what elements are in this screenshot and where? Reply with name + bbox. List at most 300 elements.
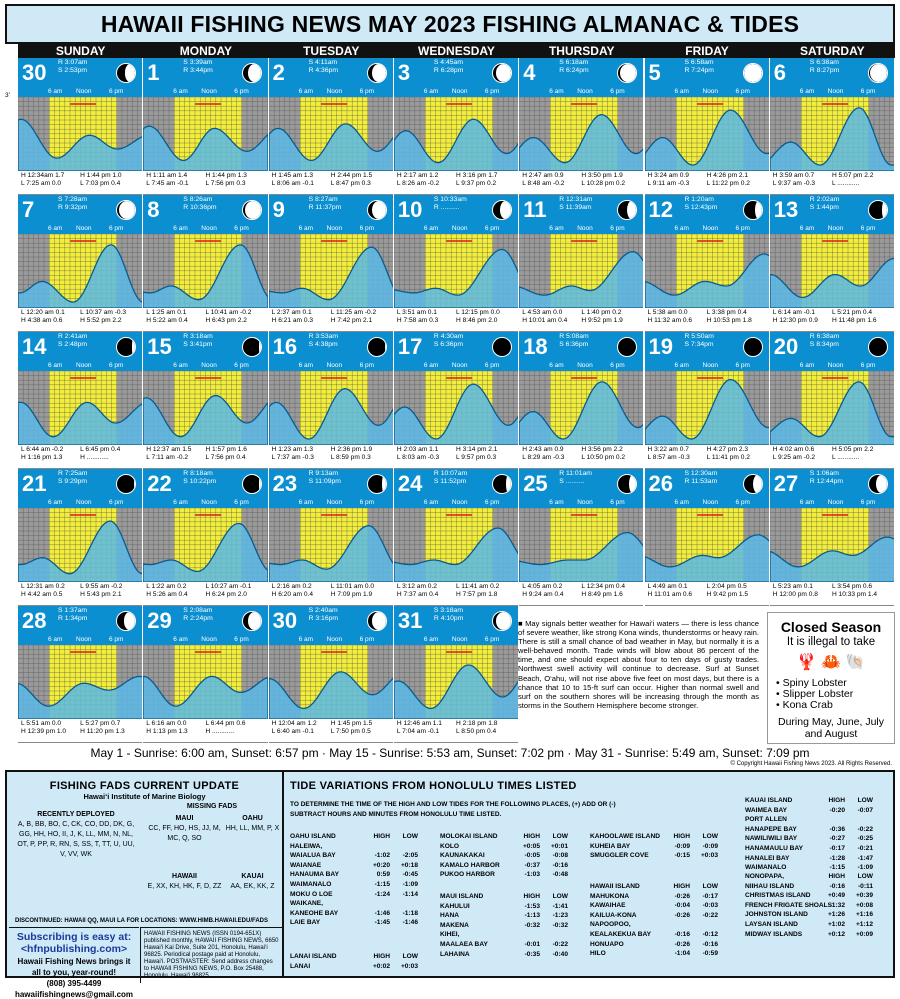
time-6am: 6 am: [549, 88, 564, 95]
low-offset: +0:03: [700, 852, 718, 860]
time-6am: 6 am: [549, 499, 564, 506]
day-number: 20: [773, 334, 799, 359]
location-name: JOHNSTON ISLAND: [745, 911, 808, 919]
time-6pm: 6 pm: [610, 88, 625, 95]
tide-variation-row: [440, 902, 568, 912]
island-name: NONOPAPA,: [745, 873, 784, 880]
time-6am: 6 am: [423, 362, 439, 369]
time-6am: 6 am: [298, 362, 314, 369]
moon-phase-icon: [868, 474, 888, 494]
tide-table: [770, 308, 894, 332]
tide-entry: L 9:37 pm 0.2: [456, 180, 497, 187]
tide-entry: H 7:42 pm 2.1: [330, 317, 373, 324]
moon-times: [559, 59, 588, 75]
low-label: LOW: [552, 833, 568, 840]
moon-set: R 7:24pm: [684, 67, 714, 74]
low-offset: +0:08: [855, 901, 873, 909]
tide-variation-row: [290, 962, 418, 972]
tide-chart: [519, 371, 644, 445]
tide-chart: [770, 508, 895, 582]
day-header: [143, 469, 267, 508]
fads-hawaii-list: E, XX, KH, HK, F, D, ZZ: [147, 883, 222, 890]
moon-rise: R 7:25am: [58, 470, 88, 477]
high-offset: [358, 899, 390, 909]
day-header: [269, 332, 393, 371]
tide-entry: L 7:37 am -0.3: [271, 454, 314, 461]
moon-times: [309, 470, 341, 486]
tide-entry: H 11:32 am 0.6: [647, 317, 693, 324]
day-header: [645, 195, 769, 234]
time-6pm: 6 pm: [860, 88, 876, 95]
moon-lit: [134, 475, 135, 493]
moon-phase-icon: [242, 611, 262, 631]
island-kahoolawe: [590, 832, 718, 861]
moon-phase-icon: [367, 337, 387, 357]
tide-entry: L 1:22 am 0.2: [146, 583, 187, 590]
moon-times: [183, 333, 212, 349]
tide-chart: [770, 97, 895, 171]
high-offset: -1:13: [524, 912, 540, 920]
moon-phase-icon: [367, 200, 387, 220]
low-label: LOW: [857, 873, 873, 880]
moon-phase-icon: [743, 200, 763, 220]
tide-entry: L 11:01 am 0.0: [330, 583, 375, 590]
moon-times: [183, 470, 216, 486]
time-noon: Noon: [451, 225, 468, 232]
tide-entry: H 8:46 pm 2.0: [456, 317, 498, 324]
high-offset: -1:53: [524, 902, 540, 910]
moon-times: [434, 470, 467, 486]
calendar-day: [18, 58, 143, 195]
tide-entry: L ............: [831, 180, 860, 187]
tide-entry: H 3:14 pm 2.1: [456, 446, 498, 453]
moon-lit: [248, 64, 261, 82]
location-name: KAUNAKAKAI: [440, 852, 485, 860]
tide-entry: H 7:37 am 0.4: [396, 591, 439, 598]
tide-entry: H 10:01 am 0.4: [522, 317, 568, 324]
tide-entry: H 4:38 am 0.6: [21, 317, 63, 324]
moon-set: R 6:28pm: [433, 67, 464, 74]
time-6pm: 6 pm: [610, 362, 625, 369]
tide-entry: H 1:13 pm 1.3: [146, 728, 188, 735]
tide-entry: L 6:44 pm 0.6: [205, 720, 246, 727]
day-header: [519, 469, 643, 508]
tide-table: [18, 445, 142, 469]
tide-entry: H 4:02 am 0.6: [772, 446, 815, 453]
high-label: HIGH: [828, 797, 845, 804]
moon-times: [309, 333, 338, 349]
moon-phase-icon: [743, 474, 763, 494]
subscribe-text: Subscribing is easy at:: [16, 931, 132, 943]
high-label: HIGH: [523, 893, 540, 900]
tide-entry: L 8:59 pm 0.3: [330, 454, 371, 461]
calendar-day: [143, 332, 268, 469]
time-6am: 6 am: [173, 88, 188, 95]
moon-rise: R 1:20am: [684, 196, 714, 203]
time-noon: Noon: [827, 499, 844, 506]
calendar-day: [645, 58, 770, 195]
high-offset: -0:04: [674, 902, 690, 910]
almanac-title: HAWAII FISHING NEWS MAY 2023 FISHING ALMANAC & TIDES: [5, 4, 895, 44]
tide-entry: L 8:47 pm 0.3: [330, 180, 371, 187]
high-offset: [358, 842, 390, 852]
tide-entry: L 8:03 am -0.3: [396, 454, 440, 461]
tide-entry: L 7:03 pm 0.4: [80, 180, 121, 187]
calendar-day: [143, 606, 268, 743]
tide-table: [18, 719, 142, 743]
day-number: 19: [648, 334, 673, 359]
calendar-day: [269, 606, 394, 743]
high-offset: -0:15: [674, 852, 690, 860]
tide-entry: H 5:07 pm 2.2: [831, 172, 874, 179]
tide-entry: H 2:44 pm 1.5: [330, 172, 373, 179]
time-noon: Noon: [326, 88, 343, 95]
high-label: HIGH: [373, 953, 390, 960]
fads-missing-heading: MISSING FADS: [186, 803, 238, 810]
day-number: 12: [648, 197, 673, 222]
location-name: KEALAKEKUA BAY: [590, 930, 652, 938]
high-offset: [658, 920, 690, 930]
moon-set: R 6:24pm: [559, 67, 589, 74]
tide-entry: H 2:18 pm 1.8: [456, 720, 498, 727]
tide-entry: H 12:34am 1.7: [21, 172, 65, 179]
location-name: KAHULUI: [440, 902, 470, 910]
copyright: © Copyright Hawaii Fishing News 2023. All Rights Reserved.: [730, 761, 892, 767]
time-noon: Noon: [201, 499, 217, 506]
tide-entry: L 7:56 pm 0.4: [205, 454, 246, 461]
tide-table: [143, 308, 267, 332]
fads-oahu-list: HH, LL, MM, P, X: [225, 825, 280, 832]
high-offset: -0:37: [524, 861, 540, 869]
moon-lit: [753, 475, 762, 493]
time-6am: 6 am: [298, 636, 314, 643]
calendar-day: [18, 606, 143, 743]
moon-rise: S 2:40am: [308, 607, 338, 614]
time-6am: 6 am: [298, 225, 314, 232]
time-noon: Noon: [827, 225, 844, 232]
fads-maui-heading: MAUI: [175, 815, 194, 822]
fads-title: FISHING FADS CURRENT UPDATE: [49, 780, 240, 792]
time-noon: Noon: [201, 636, 217, 643]
low-offset: [390, 899, 418, 909]
moon-phase-icon: [492, 611, 512, 631]
weekday-header: [18, 44, 895, 58]
time-6am: 6 am: [799, 362, 815, 369]
fads-hawaii-heading: HAWAII: [172, 873, 197, 880]
day-header: [269, 606, 393, 645]
tide-entry: L 10:28 pm 0.2: [581, 180, 626, 187]
moon-set: S 11:39am: [559, 204, 592, 211]
tide-entry: L 9:57 pm 0.3: [456, 454, 497, 461]
moon-lit: [496, 64, 511, 82]
location-name: PUKOO HARBOR: [440, 871, 495, 879]
time-6am: 6 am: [48, 499, 63, 506]
tide-table: [18, 308, 142, 332]
time-noon: Noon: [827, 88, 844, 95]
time-6am: 6 am: [799, 88, 815, 95]
moon-set: S ..........: [559, 478, 585, 485]
low-offset: [845, 815, 873, 825]
low-offset: -0:03: [702, 902, 718, 910]
publication-notice: HAWAII FISHING NEWS (ISSN 0194-651X) published monthly, HAWAII FISHING NEWS, 6650 Hawai‘i Kai Drive, Suite 201, Honolulu, Hawai‘i 96825. Periodical postage paid at Honolulu, Hawai‘i. POSTMASTER: Send address changes to HAWAII FISHING NEWS, P.O. Box 25488, Honolulu, Hawai‘i 96825.: [140, 927, 282, 983]
day-header: [519, 332, 643, 371]
tide-entry: L 5:27 pm 0.7: [80, 720, 121, 727]
tide-entry: L 8:50 pm 0.4: [456, 728, 497, 735]
tide-entry: L 8:26 am -0.2: [396, 180, 440, 187]
high-offset: -0:35: [524, 950, 540, 958]
day-header: [18, 469, 142, 508]
time-noon: Noon: [577, 225, 593, 232]
time-noon: Noon: [201, 362, 217, 369]
time-6pm: 6 pm: [359, 636, 375, 643]
moon-times: [58, 333, 87, 349]
moon-lit: [876, 475, 887, 493]
tide-entry: H 12:30 pm 0.9: [772, 317, 818, 324]
calendar-day: [269, 195, 394, 332]
location-name: HANAPEPE BAY: [745, 825, 797, 833]
time-6pm: 6 pm: [234, 499, 249, 506]
moon-set: S 6:36pm: [559, 341, 589, 348]
low-offset: -0:48: [552, 871, 568, 879]
time-6am: 6 am: [48, 225, 63, 232]
moon-set: R 8:27pm: [809, 67, 840, 74]
moon-lit: [119, 201, 135, 219]
tide-entry: H 9:24 am 0.4: [522, 591, 564, 598]
day-header: [770, 58, 894, 97]
tide-variation-row: [440, 870, 568, 880]
closed-item: • Spiny Lobster: [776, 677, 847, 689]
tide-variation-row: [745, 930, 873, 940]
location-name: SMUGGLER COVE: [590, 852, 649, 860]
moon-times: [685, 196, 718, 212]
moon-set: S 6:36pm: [433, 341, 463, 348]
tide-variation-row: [290, 880, 418, 890]
moon-phase-icon: [617, 63, 637, 83]
high-offset: -0:32: [524, 921, 540, 929]
high-label: HIGH: [673, 883, 690, 890]
moon-rise: S 3:39am: [183, 59, 213, 66]
tide-entry: L 6:14 am -0.1: [772, 309, 816, 316]
tide-entry: L 12:34 pm 0.4: [581, 583, 626, 590]
high-offset: -1:15: [374, 880, 390, 888]
location-name: PORT ALLEN: [745, 816, 787, 824]
high-offset: -0:26: [674, 911, 690, 919]
moon-phase-icon: [116, 63, 136, 83]
tide-entry: H 2:43 am 0.9: [522, 446, 564, 453]
high-offset: -0:20: [829, 806, 845, 814]
tide-variation-row: [745, 901, 873, 911]
high-offset: +0:05: [522, 842, 540, 850]
high-offset: +0:02: [372, 962, 390, 970]
tide-entry: H 7:57 pm 1.8: [456, 591, 498, 598]
time-6am: 6 am: [298, 88, 314, 95]
tide-entry: H 3:24 am 0.9: [647, 172, 689, 179]
tide-entry: H 3:16 pm 1.7: [456, 172, 498, 179]
tide-entry: L 6:44 am -0.2: [21, 446, 64, 453]
moon-times: [810, 470, 843, 486]
location-name: NAPOOPOO,: [590, 921, 631, 929]
moon-set: S 3:41pm: [183, 341, 213, 348]
moon-times: [434, 333, 463, 349]
island-name: KAUAI ISLAND: [745, 797, 793, 804]
tide-table: [143, 445, 267, 469]
moon-times: [685, 333, 714, 349]
tide-entry: L 4:05 am 0.2: [522, 583, 563, 590]
tide-variation-row: [440, 921, 568, 931]
fads-maui-list: CC, FF, HO, HS, JJ, M, MC, Q, SO: [148, 825, 221, 842]
high-offset: -0:26: [674, 940, 690, 948]
moon-times: [810, 196, 839, 212]
tide-table: [770, 171, 894, 195]
low-offset: [540, 930, 568, 940]
tide-table: [519, 308, 643, 332]
day-number: 22: [147, 471, 172, 496]
tide-entry: L 11:41 am 0.2: [456, 583, 500, 590]
tide-chart: [143, 234, 268, 308]
moon-times: [183, 607, 212, 623]
tide-variation-row: [290, 918, 418, 928]
location-name: HANA: [440, 912, 460, 920]
moon-rise: S 6:38am: [809, 59, 839, 66]
tide-entry: L 5:23 am 0.1: [772, 583, 813, 590]
high-offset: +1:26: [827, 911, 845, 919]
time-6pm: 6 pm: [610, 225, 625, 232]
moon-rise: S 8:27am: [308, 196, 338, 203]
high-offset: -0:27: [829, 835, 845, 843]
time-6pm: 6 pm: [234, 225, 249, 232]
tide-entry: L 1:40 pm 0.2: [581, 309, 622, 316]
tide-table: [519, 171, 643, 195]
time-noon: Noon: [827, 362, 844, 369]
time-6pm: 6 pm: [860, 362, 876, 369]
low-offset: -0:12: [702, 930, 718, 938]
day-number: 25: [523, 471, 548, 496]
day-number: 17: [397, 334, 423, 359]
tide-entry: L 11:41 pm 0.2: [706, 454, 750, 461]
subscribe-link[interactable]: <hfnpublishing.com>: [20, 943, 128, 955]
low-offset: +1:12: [855, 920, 873, 928]
tide-chart: [645, 371, 770, 445]
tide-entry: H 6:24 pm 2.0: [205, 591, 247, 598]
moon-phase-icon: [116, 474, 136, 494]
moon-rise: R 2:02am: [809, 196, 840, 203]
moon-phase-icon: [367, 474, 387, 494]
time-6pm: 6 pm: [109, 636, 124, 643]
time-6pm: 6 pm: [735, 225, 750, 232]
subscribe-email: hawaiifishingnews@gmail.com: [14, 990, 134, 999]
moon-times: [559, 470, 592, 486]
island-kauai: [745, 796, 873, 873]
high-offset: -1:46: [374, 909, 390, 917]
time-6am: 6 am: [423, 636, 439, 643]
time-6pm: 6 pm: [234, 636, 249, 643]
high-offset: -1:32: [829, 901, 845, 909]
tide-entry: L 12:31 am 0.2: [21, 583, 65, 590]
tide-entry: H 3:59 am 0.7: [772, 172, 815, 179]
location-name: WAIMANALO: [745, 864, 787, 872]
moon-lit: [125, 64, 136, 82]
tide-variation-row: [590, 920, 718, 930]
tide-entry: H 1:44 pm 1.0: [80, 172, 122, 179]
tide-entry: H 2:47 am 0.9: [522, 172, 564, 179]
location-name: WAIANAE: [290, 861, 322, 869]
moon-phase-icon: [367, 611, 387, 631]
tide-variation-row: [745, 920, 873, 930]
low-label: LOW: [402, 833, 418, 840]
location-name: KOLO: [440, 842, 460, 850]
calendar-day: [770, 195, 895, 332]
moon-set: R 4:36pm: [308, 67, 339, 74]
fads-kauai-list: AA, EK, KK, Z: [230, 883, 275, 890]
low-label: LOW: [702, 833, 718, 840]
time-6pm: 6 pm: [359, 225, 375, 232]
tide-entry: L 12:15 pm 0.0: [456, 309, 500, 316]
day-header: [645, 469, 769, 508]
day-header: [394, 469, 518, 508]
day-header: [18, 58, 142, 97]
time-6pm: 6 pm: [484, 88, 500, 95]
moon-set: S 10:22pm: [183, 478, 217, 485]
time-6am: 6 am: [423, 225, 439, 232]
moon-phase-icon: [868, 63, 888, 83]
tide-chart: [18, 371, 143, 445]
tide-variation-row: [590, 842, 718, 852]
closed-season-during: During May, June, July and August: [777, 716, 884, 740]
time-6am: 6 am: [423, 499, 439, 506]
tide-entry: L 8:48 am -0.2: [522, 180, 565, 187]
day-header: [269, 469, 393, 508]
low-offset: +0:18: [400, 861, 418, 869]
tide-entry: L 12:20 am 0.1: [21, 309, 65, 316]
moon-lit: [382, 475, 386, 493]
day-number: 26: [648, 471, 673, 496]
tide-variation-row: [745, 910, 873, 920]
tide-entry: H 1:16 pm 1.3: [21, 454, 63, 461]
tide-variation-row: [590, 901, 718, 911]
tide-variation-row: [745, 854, 873, 864]
day-number: 3: [397, 60, 411, 85]
time-noon: Noon: [76, 636, 92, 643]
low-offset: -0:21: [857, 844, 873, 852]
time-6pm: 6 pm: [484, 225, 500, 232]
day-header: [269, 195, 393, 234]
time-6pm: 6 pm: [860, 225, 876, 232]
closed-item: • Slipper Lobster: [776, 688, 854, 700]
tide-table: [645, 445, 769, 469]
location-name: HALEIWA,: [290, 842, 323, 850]
tide-chart: [18, 645, 143, 719]
subscribe-line: all to you, year-round!: [31, 968, 116, 977]
moon-lit: [372, 612, 386, 630]
moon-phase-icon: [617, 474, 637, 494]
tide-chart: [143, 371, 268, 445]
day-header: [18, 195, 142, 234]
moon-phase-icon: [242, 337, 262, 357]
tide-entry: H 4:26 pm 2.1: [706, 172, 749, 179]
moon-rise: S 12:30am: [684, 470, 718, 477]
fads-deployed: [15, 810, 137, 860]
moon-set: S 7:34pm: [684, 341, 714, 348]
low-offset: -1:14: [402, 890, 418, 898]
tide-variation-row: [590, 851, 718, 861]
high-offset: -1:45: [374, 919, 390, 927]
low-offset: -1:41: [552, 902, 568, 910]
tide-variation-row: [440, 851, 568, 861]
tide-variation-row: [440, 911, 568, 921]
moon-lit: [385, 338, 386, 356]
low-offset: [690, 920, 718, 930]
location-name: KAILUA-KONA: [590, 911, 637, 919]
